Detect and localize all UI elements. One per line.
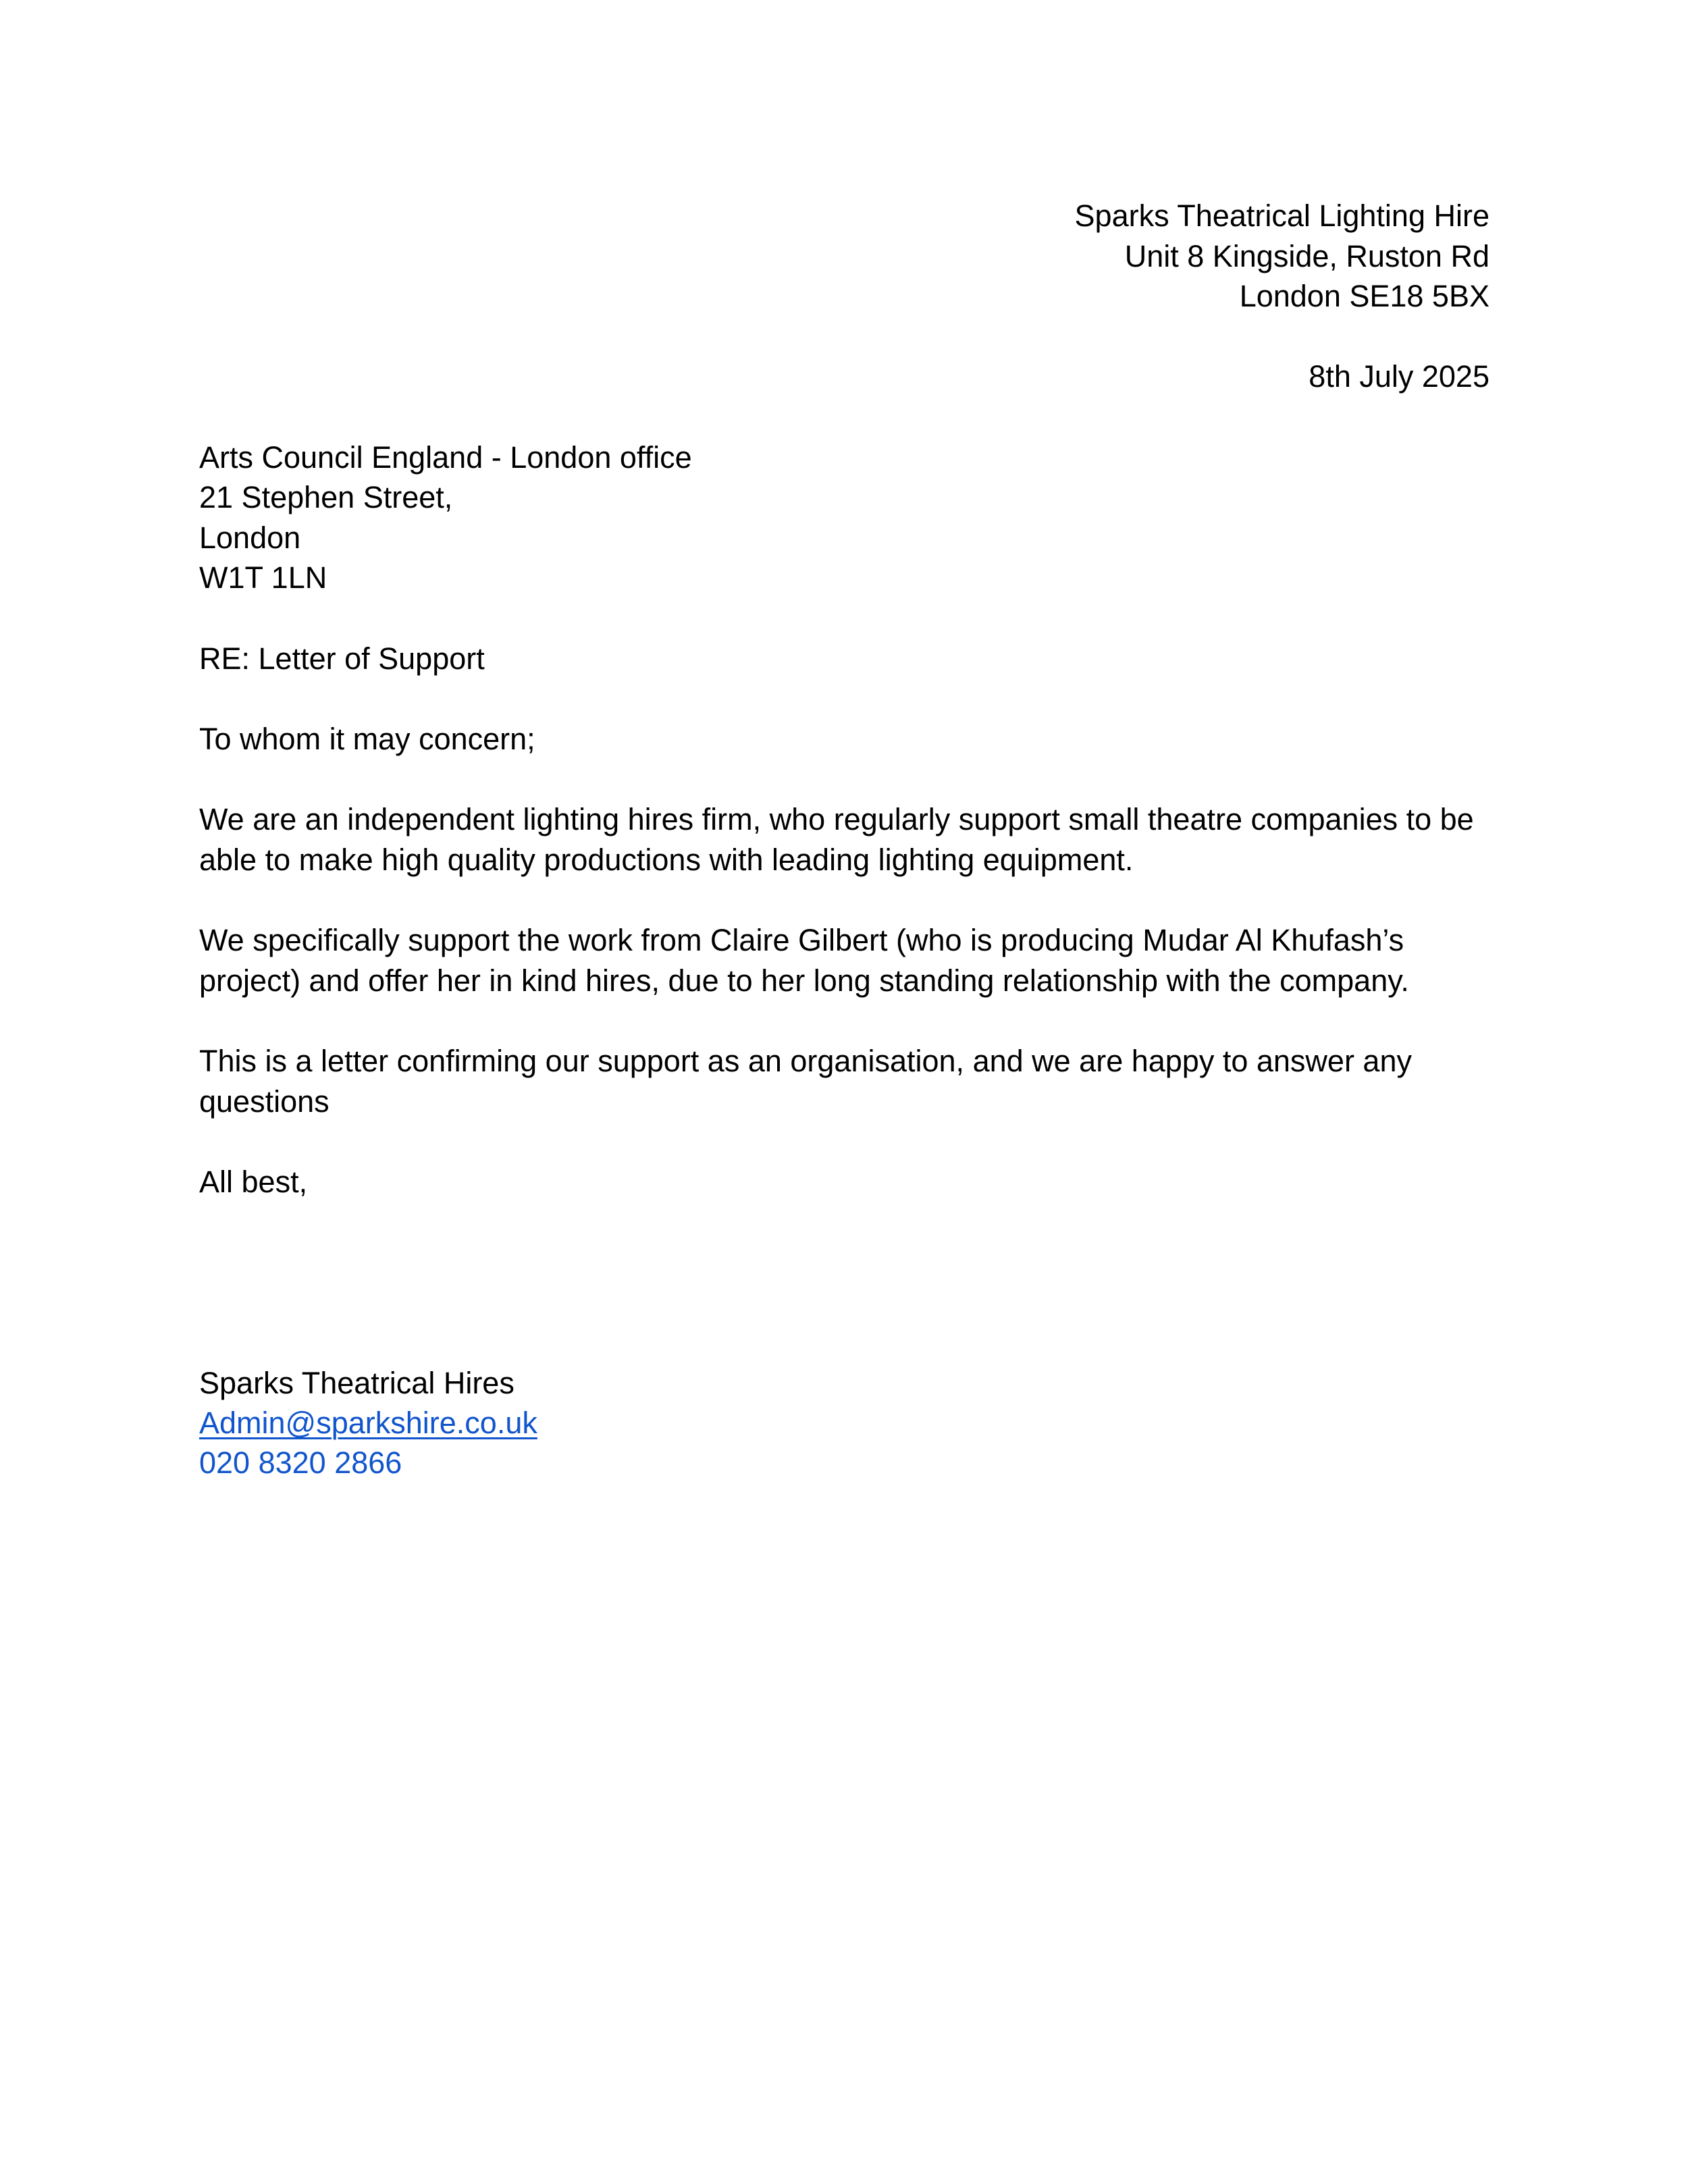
- paragraph-1-line-1: We are an independent lighting hires firm, who regularly support small theatre companies to be: [199, 802, 1474, 836]
- sender-name: Sparks Theatrical Lighting Hire: [1074, 198, 1489, 233]
- recipient-postcode: W1T 1LN: [199, 560, 327, 595]
- paragraph-3-line-2: questions: [199, 1084, 329, 1119]
- salutation: To whom it may concern;: [199, 722, 535, 756]
- recipient-street: 21 Stephen Street,: [199, 480, 453, 514]
- subject-line: RE: Letter of Support: [199, 641, 485, 676]
- signature-phone: 020 8320 2866: [199, 1445, 402, 1480]
- recipient-city: London: [199, 521, 301, 555]
- paragraph-3-line-1: This is a letter confirming our support as an organisation, and we are happy to answer any: [199, 1044, 1412, 1078]
- letter-date: 8th July 2025: [1309, 359, 1489, 394]
- sender-address-line1: Unit 8 Kingside, Ruston Rd: [1124, 239, 1489, 273]
- closing: All best,: [199, 1165, 308, 1199]
- paragraph-2-line-2: project) and offer her in kind hires, due to her long standing relationship with the company.: [199, 963, 1409, 998]
- paragraph-1-line-2: able to make high quality productions with leading lighting equipment.: [199, 843, 1134, 877]
- recipient-name: Arts Council England - London office: [199, 440, 692, 475]
- paragraph-2-line-1: We specifically support the work from Claire Gilbert (who is producing Mudar Al Khufash’s: [199, 923, 1404, 957]
- signature-name: Sparks Theatrical Hires: [199, 1366, 515, 1400]
- signature-email-link[interactable]: Admin@sparkshire.co.uk: [199, 1406, 537, 1440]
- sender-address-line2: London SE18 5BX: [1239, 279, 1489, 313]
